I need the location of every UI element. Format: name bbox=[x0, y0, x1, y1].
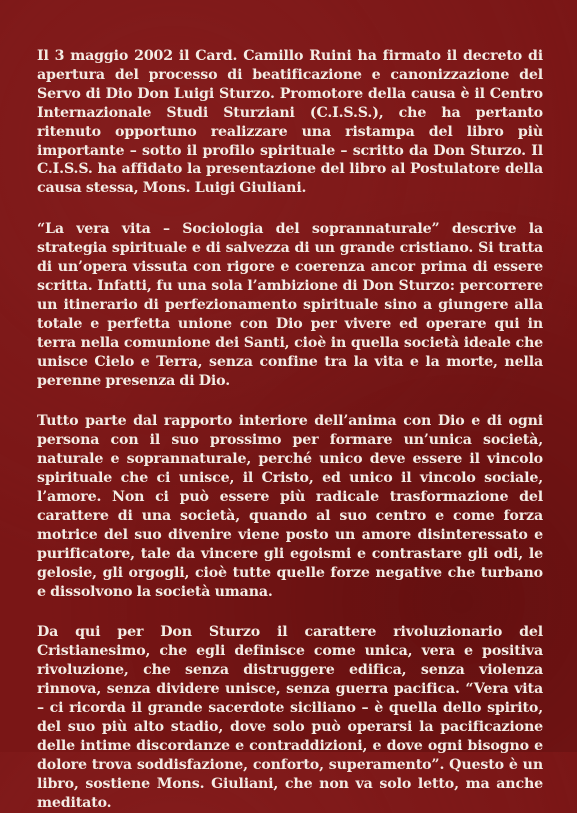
paragraph-4: Da qui per Don Sturzo il carattere rivoluzionario del Cristianesimo, che egli definisce come unica, vera e positiva rivoluzione, che senza distruggere edifica, senza violenza rinnova, senza dividere unisce, senza guerra pacifica. “Vera vita – ci ricorda il grande sacerdote siciliano – è quella dello spirito, del suo più alto stadio, dove solo può operarsi la pacificazione delle intime discordanze e contraddizioni, e dove ogni bisogno e dolore trova soddisfazione, conforto, superamento”. Questo è un libro, sostiene Mons. Giuliani, che non va solo letto, ma anche meditato. bbox=[37, 624, 543, 811]
paragraph-1: Il 3 maggio 2002 il Card. Camillo Ruini ha firmato il decreto di apertura del processo di beatificazione e canonizzazione del Servo di Dio Don Luigi Sturzo. Promotore della causa è il Centro Internazionale Studi Sturziani (C.I.S.S.), che ha pertanto ritenuto opportuno realizzare una ristampa del libro più importante – sotto il profilo spirituale – scritto da Don Sturzo. Il C.I.S.S. ha affidato la presentazione del libro al Postulatore della causa stessa, Mons. Luigi Giuliani. bbox=[37, 48, 543, 197]
paragraph-2: “La vera vita – Sociologia del soprannaturale” descrive la strategia spirituale e di salvezza di un grande cristiano. Si tratta di un’opera vissuta con rigore e coerenza ancor prima di essere scritta. Infatti, fu una sola l’ambizione di Don Sturzo: percorrere un itinerario di perfezionamento spirituale sino a giungere alla totale e perfetta unione con Dio per vivere ed operare qui in terra nella comunione dei Santi, cioè in quella società ideale che unisce Cielo e Terra, senza confine tra la vita e la morte, nella perenne presenza di Dio. bbox=[37, 221, 543, 389]
paragraph-3: Tutto parte dal rapporto interiore dell’anima con Dio e di ogni persona con il suo prossimo per formare un’unica società, naturale e soprannaturale, perché unico deve essere il vincolo spirituale che ci unisce, il Cristo, ed unico il vincolo sociale, l’amore. Non ci può essere più radicale trasformazione del carattere di una società, quando al suo centro e come forza motrice del suo divenire viene posto un amore disinteressato e purificatore, tale da vincere gli egoismi e contrastare gli odi, le gelosie, gli orgogli, cioè tutte quelle forze negative che turbano e dissolvono la società umana. bbox=[37, 413, 543, 600]
